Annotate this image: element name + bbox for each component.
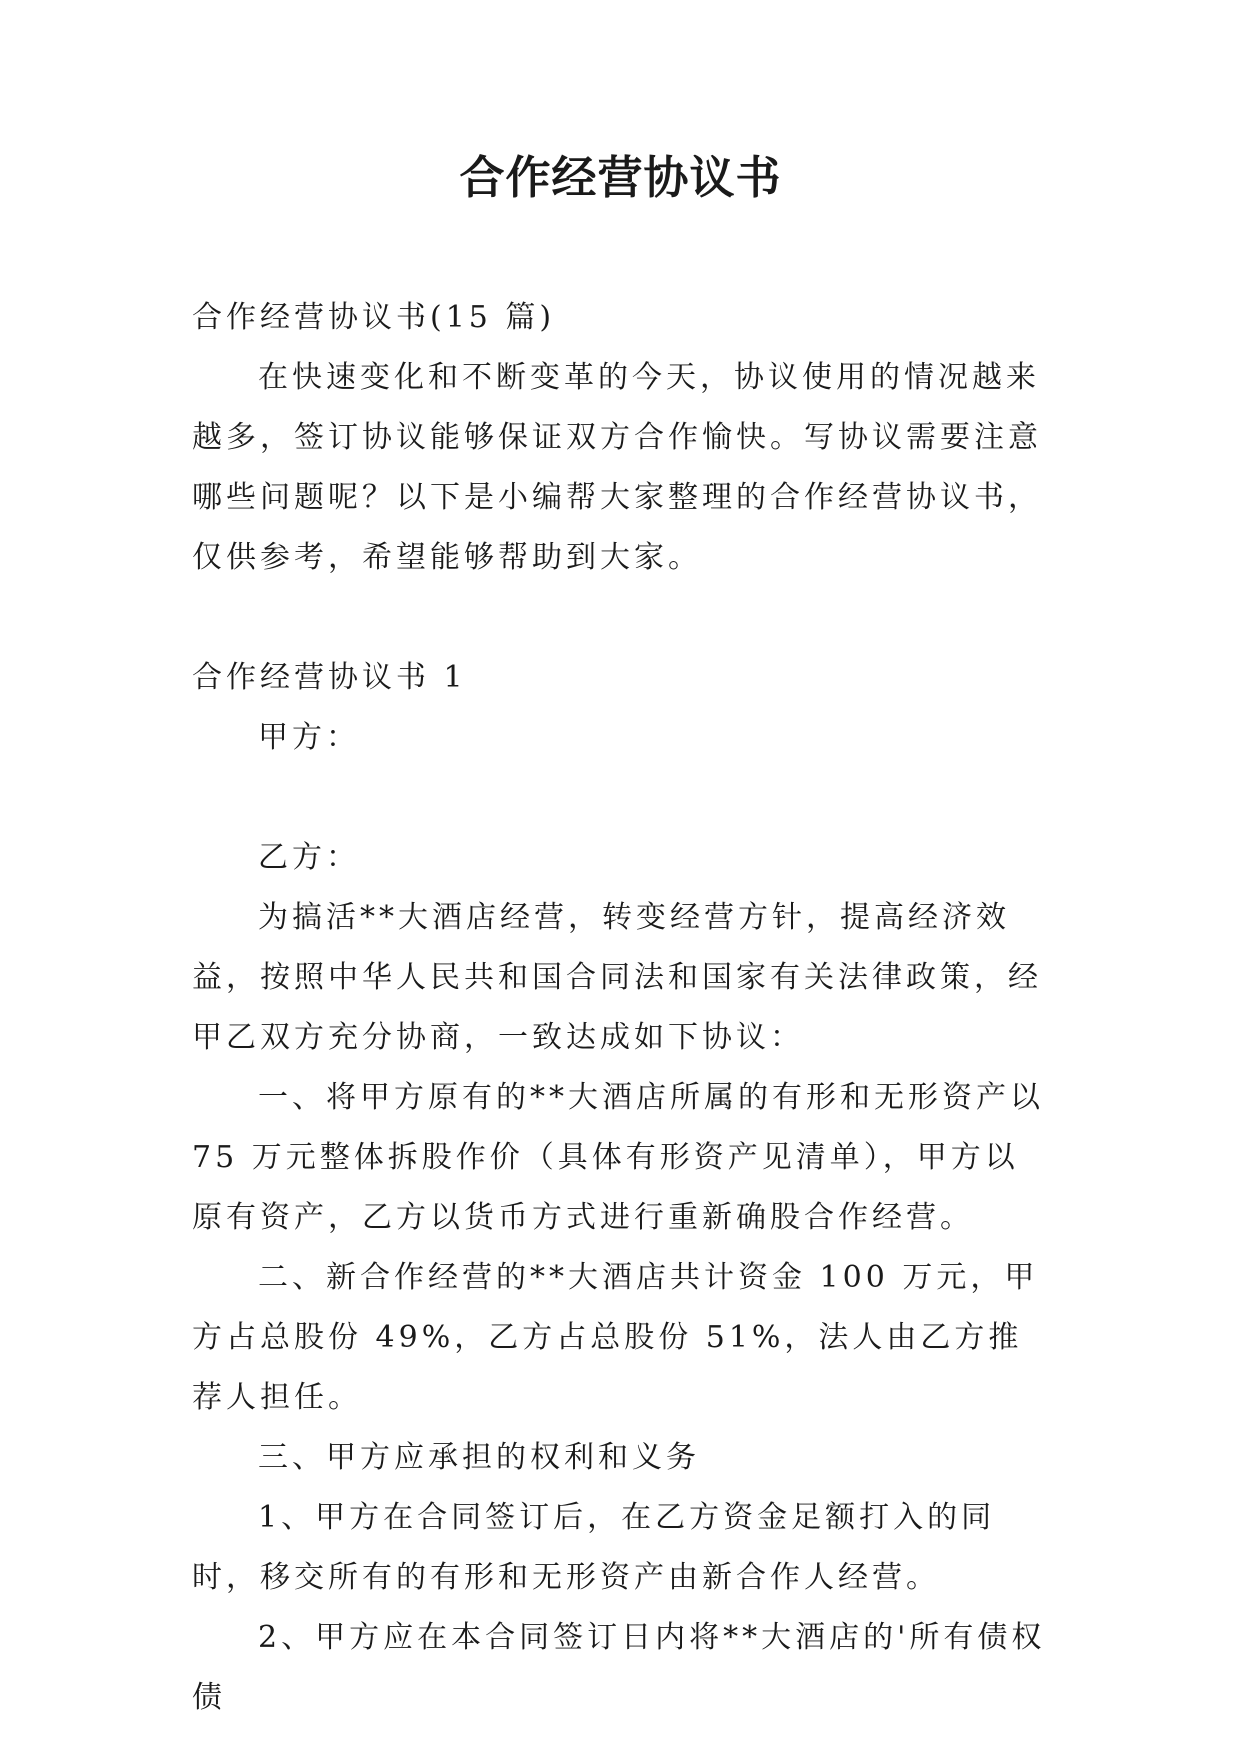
- intro-paragraph: 在快速变化和不断变革的今天，协议使用的情况越来越多，签订协议能够保证双方合作愉快。写协议需要注意哪些问题呢？以下是小编帮大家整理的合作经营协议书，仅供参考，希望能够帮助到大家。: [192, 360, 1042, 575]
- document-body: [192, 288, 1052, 1728]
- paragraph-clause-3-heading: 三、甲方应承担的权利和义务: [258, 1440, 700, 1475]
- spacer: [192, 588, 1052, 648]
- spacer: [192, 768, 1052, 828]
- paragraph-clause-2: 二、新合作经营的**大酒店共计资金 100 万元，甲方占总股份 49%，乙方占总股份 51%，法人由乙方推荐人担任。: [192, 1260, 1039, 1415]
- party-a-label: 甲方：: [258, 720, 360, 755]
- party-b-label: 乙方：: [258, 840, 360, 875]
- paragraph-preamble: 为搞活**大酒店经营，转变经营方针，提高经济效益，按照中华人民共和国合同法和国家有关法律政策，经甲乙双方充分协商，一致达成如下协议：: [192, 900, 1042, 1055]
- paragraph-item-2: 2、甲方应在本合同签订日内将**大酒店的'所有债权债: [192, 1620, 1046, 1715]
- section-heading: 合作经营协议书 1: [192, 660, 467, 695]
- paragraph-clause-1: 一、将甲方原有的**大酒店所属的有形和无形资产以 75 万元整体拆股作价（具体有形资产见清单），甲方以原有资产，乙方以货币方式进行重新确股合作经营。: [192, 1080, 1044, 1235]
- subtitle: 合作经营协议书(15 篇): [192, 300, 556, 335]
- paragraph-item-1: 1、甲方在合同签订后，在乙方资金足额打入的同时，移交所有的有形和无形资产由新合作人经营。: [192, 1500, 996, 1595]
- document-title: 合作经营协议书: [459, 151, 782, 204]
